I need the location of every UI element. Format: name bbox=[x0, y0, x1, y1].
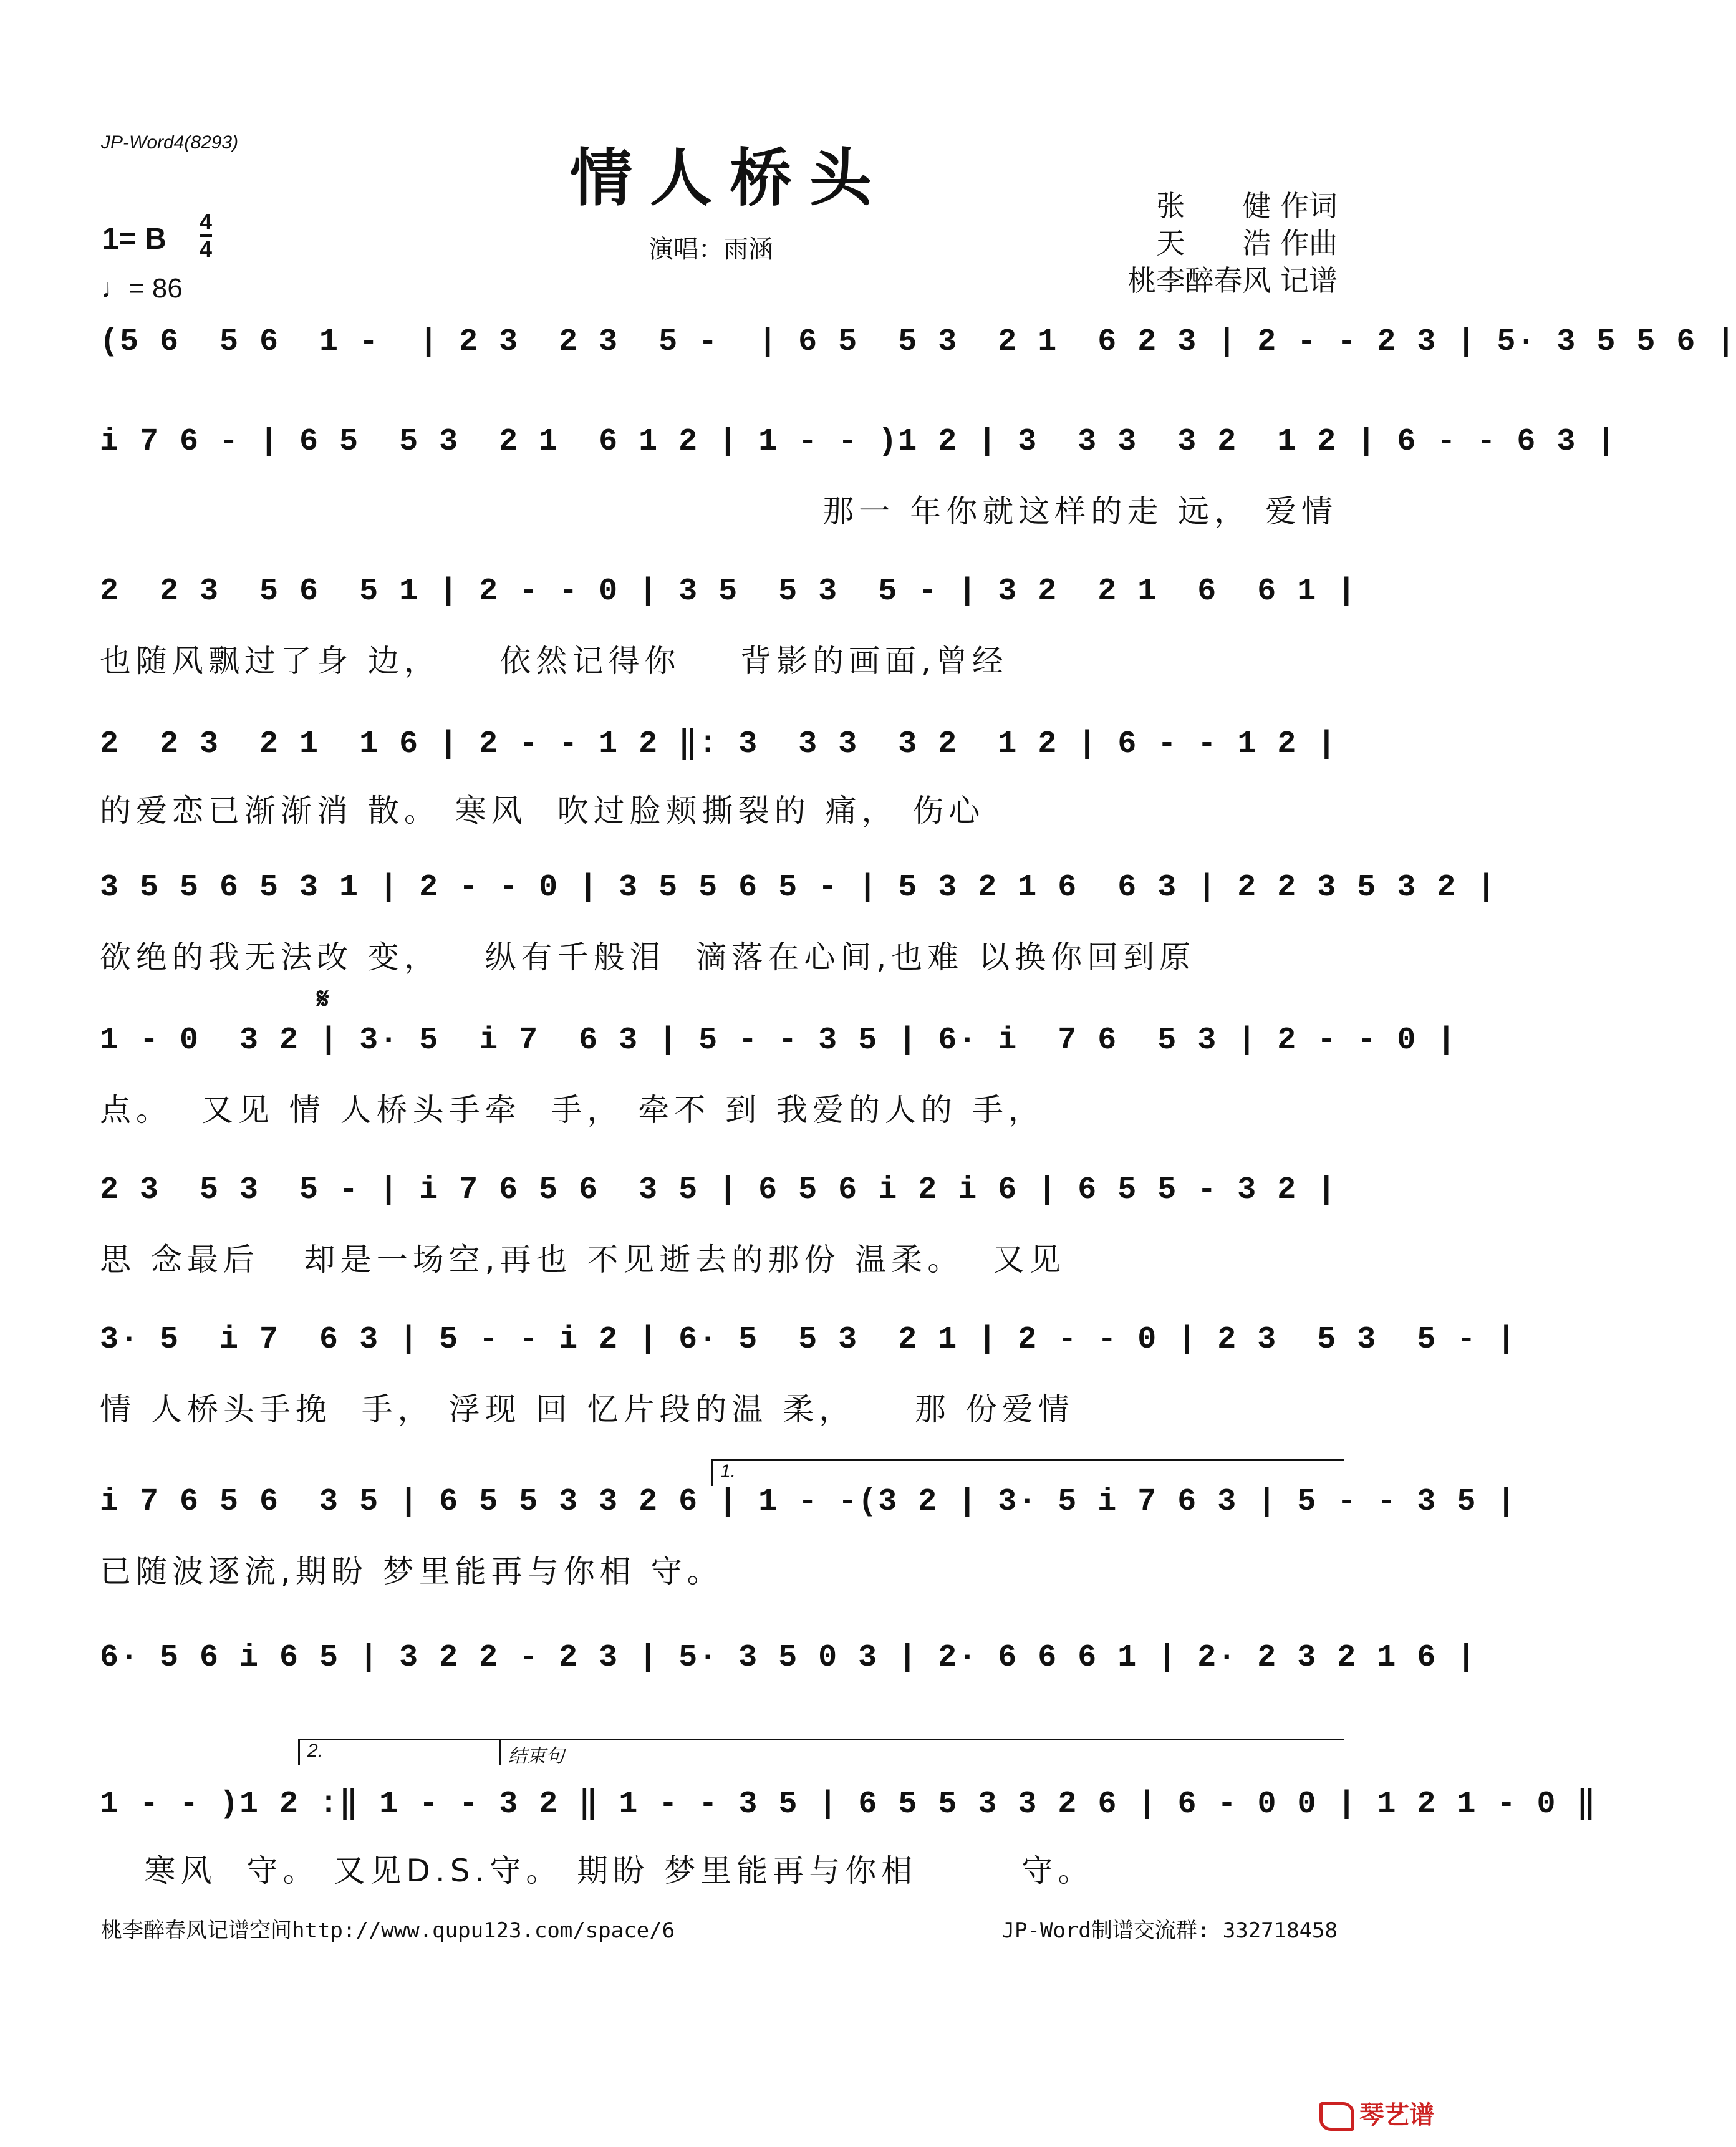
lyrics-line: 也随风飘过了身 边， 依然记得你 背影的画面,曾经 bbox=[100, 643, 1008, 679]
footer-group: JP-Word制谱交流群: 332718458 bbox=[1001, 1918, 1338, 1943]
notation-line: 1 - 0 3 2 | 3· 5 i 7 6 3 | 5 - - 3 5 | 6· i 7 6 5 3 | 2 - - 0 | bbox=[100, 1023, 1457, 1058]
lyricist-credit: 张 健 作词 bbox=[1156, 189, 1338, 223]
lyrics-line: 思 念最后 却是一场空,再也 不见逝去的那份 温柔。 又见 bbox=[100, 1242, 1066, 1278]
notation-line: i 7 6 5 6 3 5 | 6 5 5 3 3 2 6 | 1 - -(3 2 | 3· 5 i 7 6 3 | 5 - - 3 5 | bbox=[100, 1484, 1517, 1520]
time-signature-top: 4 bbox=[200, 209, 213, 234]
notation-line: 2 2 3 5 6 5 1 | 2 - - 0 | 3 5 5 3 5 - | 3 2 2 1 6 6 1 | bbox=[100, 574, 1357, 609]
notation-line: 2 3 5 3 5 - | i 7 6 5 6 3 5 | 6 5 6 i 2 i 6 | 6 5 5 - 3 2 | bbox=[100, 1172, 1338, 1208]
volta-first-ending: 1. bbox=[711, 1459, 1344, 1486]
singer-credit: 演唱：雨涵 bbox=[649, 235, 773, 264]
time-signature bbox=[200, 211, 212, 261]
volta-coda-ending: 结束句 bbox=[499, 1739, 1344, 1765]
notation-line: (5 6 5 6 1 - | 2 3 2 3 5 - | 6 5 5 3 2 1 6 2 3 | 2 - - 2 3 | 5· 3 5 5 6 | bbox=[100, 324, 1736, 360]
song-title: 情人桥头 bbox=[570, 142, 889, 215]
tempo-mark: ♩= 86 bbox=[101, 273, 183, 304]
notation-line: i 7 6 - | 6 5 5 3 2 1 6 1 2 | 1 - - )1 2 | 3 3 3 3 2 1 2 | 6 - - 6 3 | bbox=[100, 424, 1617, 460]
lyrics-line: 的爱恋已渐渐消 散。 寒风 吹过脸颊撕裂的 痛， 伤心 bbox=[100, 793, 985, 829]
lyrics-line: 点。 又见 情 人桥头手牵 手， 牵不 到 我爱的人的 手， bbox=[100, 1092, 1044, 1128]
notation-line: 2 2 3 2 1 1 6 | 2 - - 1 2 ‖: 3 3 3 3 2 1 2 | 6 - - 1 2 | bbox=[100, 726, 1338, 762]
time-signature-bottom: 4 bbox=[200, 236, 213, 262]
key-signature: 1= B bbox=[102, 223, 166, 256]
transcriber-credit: 桃李醉春风 记谱 bbox=[1127, 264, 1338, 297]
logo-text: 琴艺谱 bbox=[1359, 2101, 1434, 2130]
lyrics-line: 那一 年你就这样的走 远， 爱情 bbox=[822, 493, 1338, 529]
composer-credit: 天 浩 作曲 bbox=[1156, 226, 1338, 260]
notation-line: 3 5 5 6 5 3 1 | 2 - - 0 | 3 5 5 6 5 - | 5 3 2 1 6 6 3 | 2 2 3 5 3 2 | bbox=[100, 870, 1497, 905]
lyrics-line: 寒风 守。 又见D.S.守。 期盼 梦里能再与你相 守。 bbox=[100, 1853, 1094, 1889]
notation-line: 6· 5 6 i 6 5 | 3 2 2 - 2 3 | 5· 3 5 0 3 | 2· 6 6 6 1 | 2· 2 3 2 1 6 | bbox=[100, 1640, 1477, 1676]
site-logo bbox=[1319, 2095, 1434, 2131]
footer-website: 桃李醉春风记谱空间http://www.qupu123.com/space/6 bbox=[101, 1918, 675, 1943]
segno-icon: 𝄋 bbox=[317, 982, 329, 1015]
lyrics-line: 已随波逐流,期盼 梦里能再与你相 守。 bbox=[100, 1553, 723, 1590]
software-version: JP-Word4(8293) bbox=[101, 132, 239, 153]
qinyipu-logo-icon bbox=[1319, 2102, 1354, 2131]
notation-line: 1 - - )1 2 :‖ 1 - - 3 2 ‖ 1 - - 3 5 | 6 5 5 3 3 2 6 | 6 - 0 0 | 1 2 1 - 0 ‖ bbox=[100, 1787, 1597, 1822]
volta-second-ending: 2. bbox=[298, 1739, 507, 1765]
notation-line: 3· 5 i 7 6 3 | 5 - - i 2 | 6· 5 5 3 2 1 | 2 - - 0 | 2 3 5 3 5 - | bbox=[100, 1322, 1517, 1358]
lyrics-line: 欲绝的我无法改 变， 纵有千般泪 滴落在心间,也难 以换你回到原 bbox=[100, 939, 1196, 975]
credits bbox=[1127, 187, 1338, 299]
lyrics-line: 情 人桥头手挽 手， 浮现 回 忆片段的温 柔， 那 份爱情 bbox=[100, 1391, 1074, 1427]
